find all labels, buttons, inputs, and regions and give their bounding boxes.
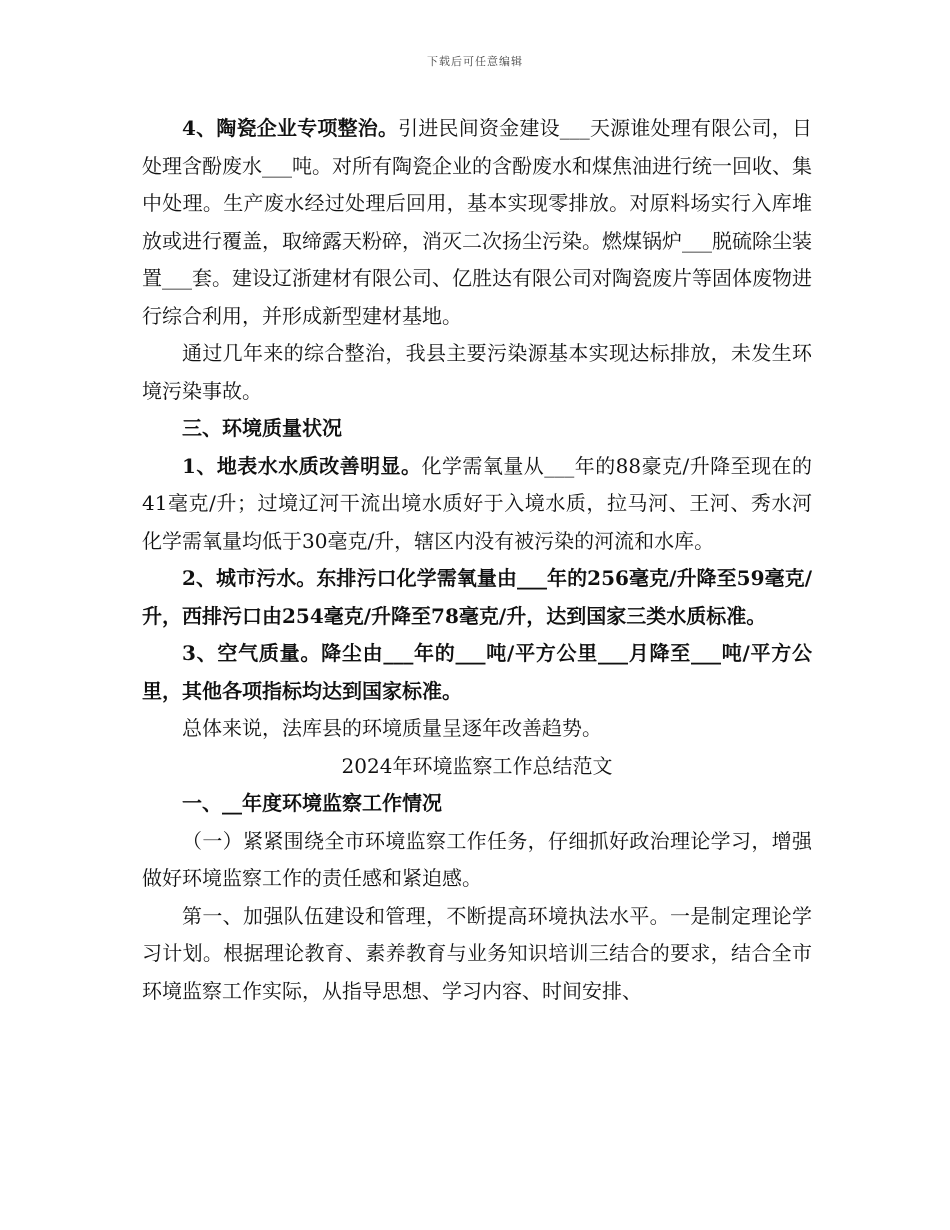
paragraph-ceramic-remediation [142,110,812,335]
paragraph-surface-water [142,448,812,561]
paragraph-team-building: 第一、加强队伍建设和管理，不断提高环境执法水平。一是制定理论学习计划。根据理论教育、素养教育与业务知识培训三结合的要求，结合全市环境监察工作实际，从指导思想、学习内容、时间安排、 [142,903,812,1003]
document-body [142,110,812,1010]
paragraph-heading: 4、陶瓷企业专项整治。 [182,116,399,140]
paragraph-urban-sewage: 2、城市污水。东排污口化学需氧量由___年的256毫克/升降至59毫克/升，西排污口由254毫克/升降至78毫克/升，达到国家三类水质标准。 [142,566,812,628]
document-title: 2024年环境监察工作总结范文 [341,753,613,778]
paragraph-overall-trend: 总体来说，法库县的环境质量呈逐年改善趋势。 [182,716,602,740]
paragraph-text: 化学需氧量从___年的88豪克/升降至现在的41毫克/升；过境辽河干流出境水质好于入境水质，拉马河、王河、秀水河化学需氧量均低于30毫克/升，辖区内没有被污染的河流和水库。 [142,453,813,553]
section-heading-environment-quality: 三、环境质量状况 [182,416,342,440]
paragraph-heading: 1、地表水水质改善明显。 [182,453,422,478]
paragraph-political-study: （一）紧紧围绕全市环境监察工作任务，仔细抓好政治理论学习，增强做好环境监察工作的责任感和紧迫感。 [142,828,812,890]
page-header: 下载后可任意编辑 [427,55,523,68]
section-heading-annual-work: 一、__年度环境监察工作情况 [182,791,442,815]
paragraph-summary-remediation: 通过几年来的综合整治，我县主要污染源基本实现达标排放，未发生环境污染事故。 [142,341,812,403]
paragraph-air-quality: 3、空气质量。降尘由___年的___吨/平方公里___月降至___吨/平方公里，其他各项指标均达到国家标准。 [142,641,812,703]
paragraph-text: 引进民间资金建设___天源谁处理有限公司，日处理含酚废水___吨。对所有陶瓷企业的含酚废水和煤焦油进行统一回收、集中处理。生产废水经过处理后回用，基本实现零排放。对原料场实行入库堆放或进行覆盖，取缔露天粉碎，消灭二次扬尘污染。燃煤锅炉___脱硫除尘装置___套。建设辽浙建材有限公司、亿胜达有限公司对陶瓷废片等固体废物进行综合利用，并形成新型建材基地。 [142,116,813,328]
